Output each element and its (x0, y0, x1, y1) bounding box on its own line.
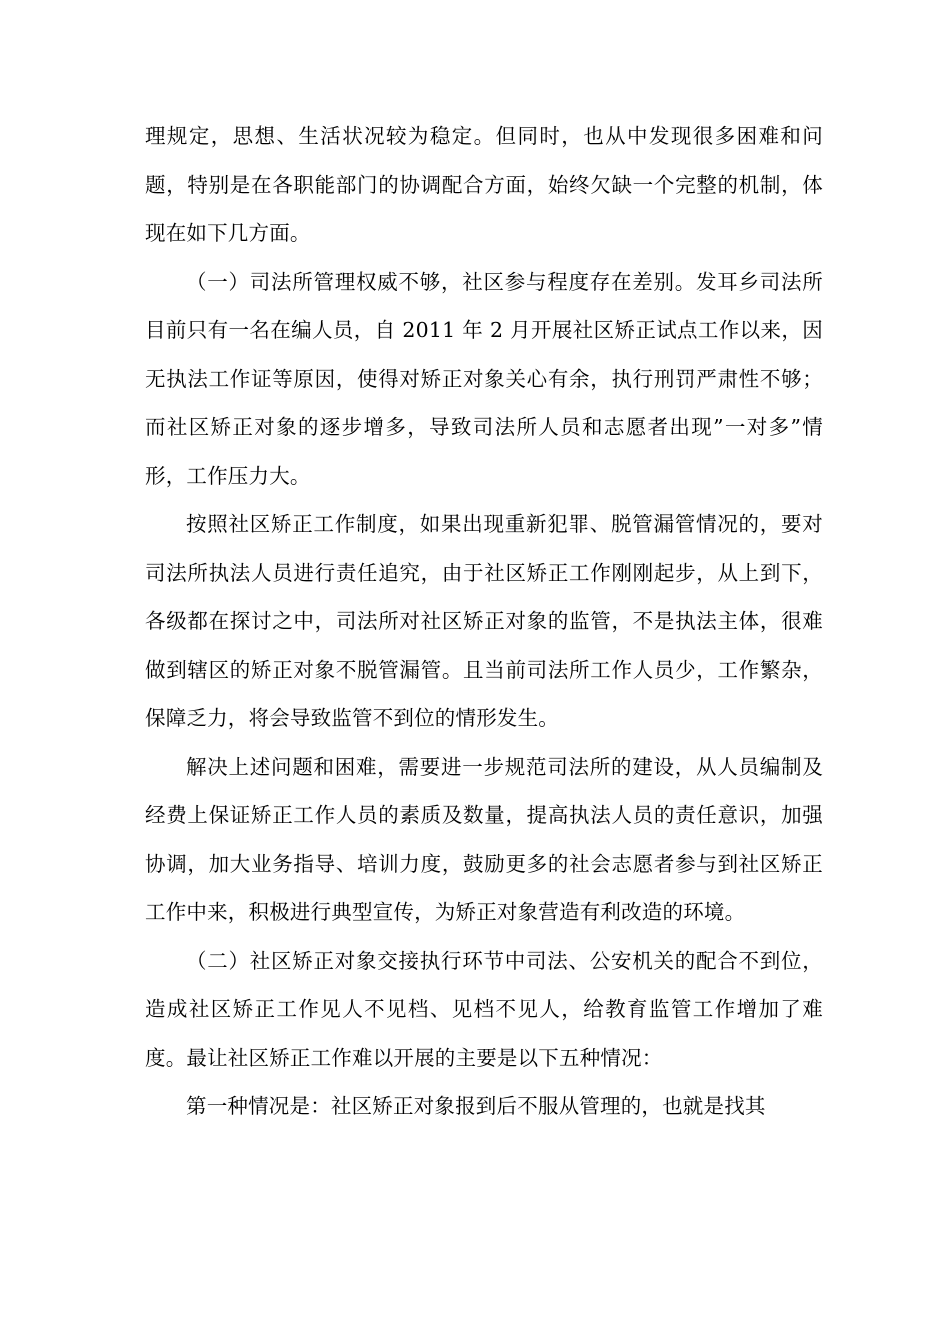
document-body (145, 112, 823, 1131)
paragraph-2: （一）司法所管理权威不够，社区参与程度存在差别。发耳乡司法所目前只有一名在编人员，自 2011 年 2 月开展社区矫正试点工作以来，因无执法工作证等原因，使得对矫正对象关心有余，执行刑罚严肃性不够；而社区矫正对象的逐步增多，导致司法所人员和志愿者出现”一对多”情形，工作压力大。 (145, 269, 823, 488)
paragraph-3: 按照社区矫正工作制度，如果出现重新犯罪、脱管漏管情况的，要对司法所执法人员进行责任追究，由于社区矫正工作刚刚起步，从上到下，各级都在探讨之中，司法所对社区矫正对象的监管，不是执法主体，很难做到辖区的矫正对象不脱管漏管。且当前司法所工作人员少，工作繁杂，保障乏力，将会导致监管不到位的情形发生。 (145, 512, 823, 730)
paragraph-4: 解决上述问题和困难，需要进一步规范司法所的建设，从人员编制及经费上保证矫正工作人员的素质及数量，提高执法人员的责任意识，加强协调，加大业务指导、培训力度，鼓励更多的社会志愿者参与到社区矫正工作中来，积极进行典型宣传，为矫正对象营造有利改造的环境。 (145, 754, 823, 924)
paragraph-1: 理规定，思想、生活状况较为稳定。但同时，也从中发现很多困难和问题，特别是在各职能部门的协调配合方面，始终欠缺一个完整的机制，体现在如下几方面。 (145, 124, 823, 245)
paragraph-6: 第一种情况是：社区矫正对象报到后不服从管理的，也就是找其 (186, 1094, 766, 1118)
paragraph-5: （二）社区矫正对象交接执行环节中司法、公安机关的配合不到位，造成社区矫正工作见人不见档、见档不见人，给教育监管工作增加了难度。最让社区矫正工作难以开展的主要是以下五种情况： (145, 948, 823, 1070)
